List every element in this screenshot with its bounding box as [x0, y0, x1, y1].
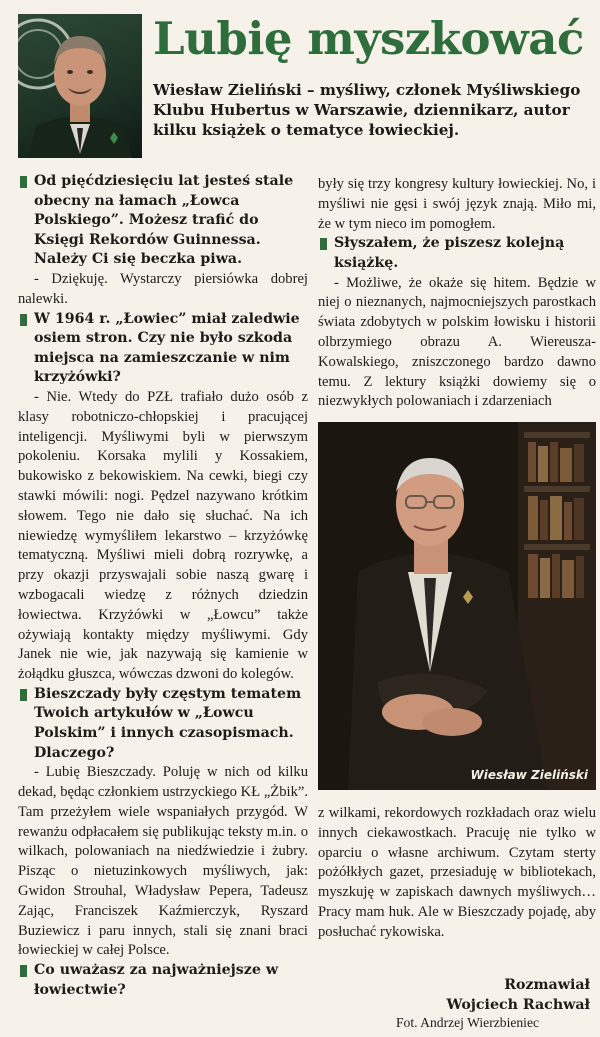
- photo-caption: Wiesław Zieliński: [470, 768, 588, 782]
- interview-answer: - Lubię Bieszczady. Poluję w nich od kilku dekad, będąc członkiem ustrzyckiego KŁ „Żbik”. Tam przeżyłem wiele wspaniałych przygód. W rewanżu odpłacałem się publikując teksty m.in. o wilkach, polowaniach na niedźwiedzie i żubry. Pisząc o nietuzinkowych myśliwych, jak: Gwidon Strouhal, Władysław Pepera, Tadeusz Zając, Franciszek Kaźmierczyk, Ryszard Buziewicz i paru innych, stali się znani braci łowieckiej w całej Polsce.: [18, 764, 308, 959]
- interview-question: [318, 234, 596, 273]
- question-text: Słyszałem, że piszesz kolejną książkę.: [334, 235, 565, 271]
- question-text: Co uważasz za najważniejsze w łowiectwie?: [34, 962, 279, 998]
- question-text: W 1964 r. „Łowiec” miał zaledwie osiem stron. Czy nie było szkoda miejsca na zamieszczanie w nim krzyżówki?: [34, 310, 300, 386]
- question-marker-icon: [20, 176, 27, 188]
- question-text: Bieszczady były częstym tematem Twoich artykułów w „Łowcu Polskim” i innych czasopismach. Dlaczego?: [34, 685, 302, 761]
- left-column: [18, 172, 308, 1000]
- interview-question: [18, 310, 308, 388]
- interview-question: [18, 685, 308, 763]
- interview-answer: - Dziękuję. Wystarczy piersiówka dobrej nalewki.: [18, 270, 308, 307]
- question-text: Od pięćdziesięciu lat jesteś stale obecny na łamach „Łowca Polskiego”. Możesz trafić do Księgi Rekordów Guinnessa. Należy Ci się beczka piwa.: [34, 173, 294, 268]
- question-marker-icon: [20, 689, 27, 701]
- question-marker-icon: [20, 314, 27, 326]
- article-title: Lubię myszkować: [153, 12, 584, 65]
- interview-answer: - Możliwe, że okaże się hitem. Będzie w niej o nieznanych, najmocniejszych parostkach świata zdobytych w polskim łowisku i historii olbrzymiego obrazu A. Wiereusza-Kowalskiego, zniszczonego bardzo dawno temu. Z lektury książki dowiemy się o niezwykłych polowaniach i zdarzeniach: [318, 274, 596, 410]
- interview-answer: z wilkami, rekordowych rozkładach oraz wielu innych ciekawostkach. Pracuję nie tylko w oparciu o własne archiwum. Czytam sterty pożółkłych gazet, przesiaduję w bibliotekach, myszkuję w zapiskach dawnych myśliwych… Pracy mam huk. Ale w Bieszczady pojadę, aby posłuchać rykowiska.: [318, 805, 596, 940]
- interview-answer: były się trzy kongresy kultury łowieckiej. No, i myśliwi nie gęsi i swój język znają. Miło mi, że w tym nieco im pomogłem.: [318, 176, 596, 232]
- question-marker-icon: [320, 238, 327, 250]
- photo-credit: Fot. Andrzej Wierzbieniec: [396, 1015, 540, 1030]
- interviewee-photo: [318, 422, 596, 790]
- interview-question: [18, 172, 308, 270]
- right-column-top: [318, 175, 596, 412]
- author-portrait-photo: [18, 14, 142, 158]
- question-marker-icon: [20, 965, 27, 977]
- interview-answer: - Nie. Wtedy do PZŁ trafiało dużo osób z klasy robotniczo-chłopskiej i pracującej inteligencji. Myśliwymi byli w pierwszym pokoleniu. Korsaka mylili y Kossakiem, bukowisko z bekowiskiem. Na cewki, biegi czy stawki mówili: nogi. Pędzel nazywano krótkim słowem. Tego nie dało się słuchać. Na ich niewiedzę wymyśliłem lekarstwo – krzyżówkę tematyczną. Myśliwi mieli dobrą rozrywkę, a przy okazji przyswajali sobie naszą gwarę i wzbogacali wiedzę z różnych dziedzin łowiectwa. Krzyżówki w „Łowcu” także ożywiają kontakty między myśliwymi. Gdy Janek nie wie, jak nazywają się kamienie w żołądku głuszca, wówczas dzwoni do kolegów.: [18, 388, 308, 683]
- signature-name: Wojciech Rachwał: [446, 997, 590, 1013]
- right-column-bottom: [318, 804, 596, 943]
- signature-role: Rozmawiał: [504, 977, 590, 993]
- article-lead: Wiesław Zieliński – myśliwy, członek Myśliwskiego Klubu Hubertus w Warszawie, dziennikarz, autor kilku książek o tematyce łowieckiej.: [153, 81, 581, 139]
- portrait-illustration: [18, 14, 142, 158]
- interview-question: [18, 961, 308, 1000]
- interviewee-illustration: [318, 422, 596, 790]
